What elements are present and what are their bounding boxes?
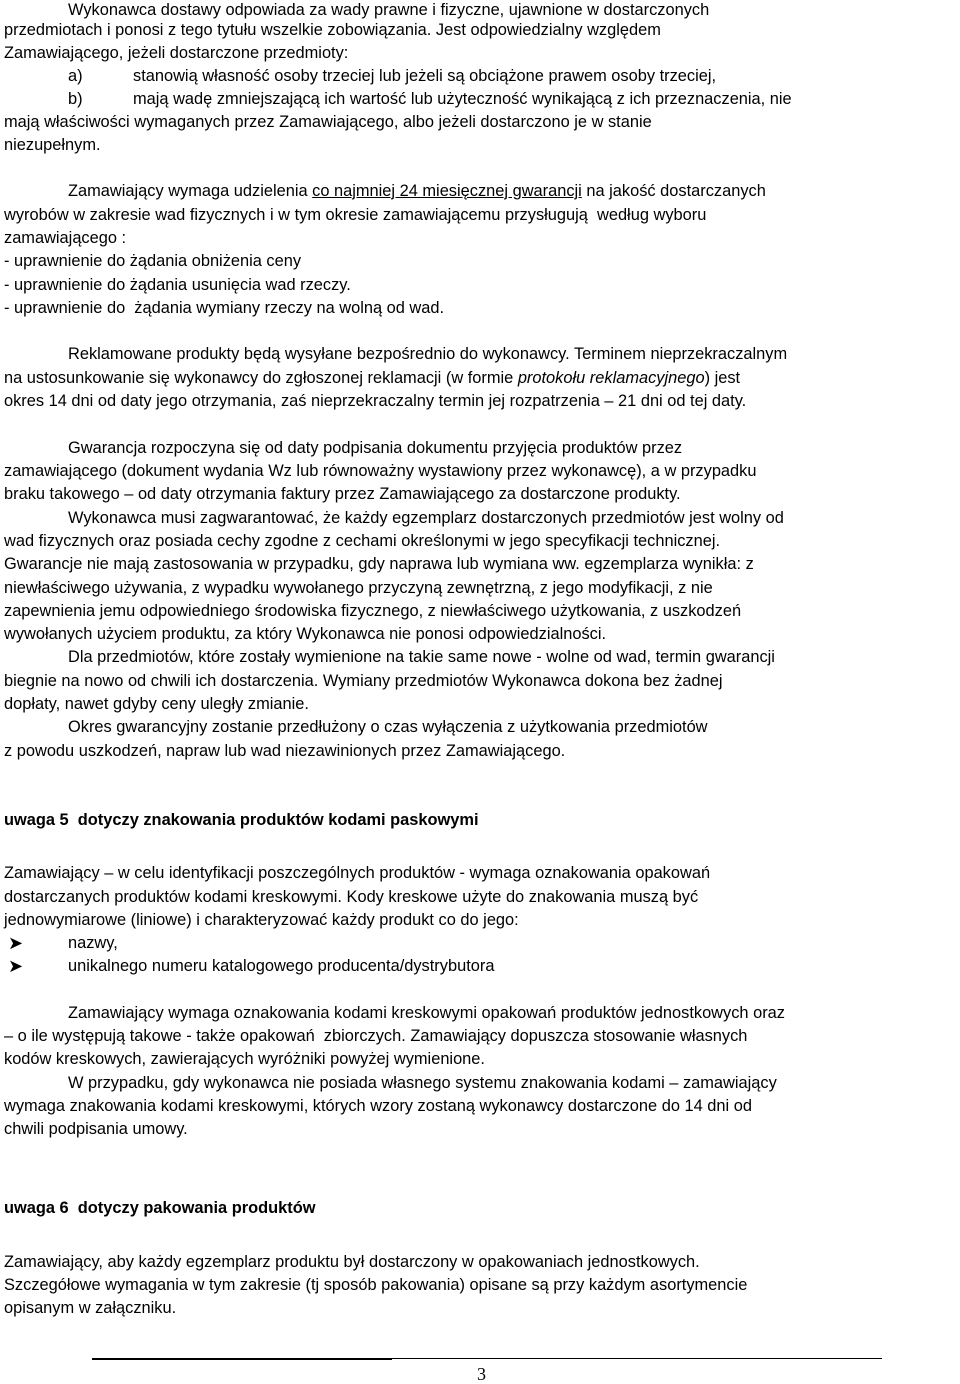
p4-line: Gwarancja rozpoczyna się od daty podpisania dokumentu przyjęcia produktów przez	[68, 439, 683, 457]
p2-line: - uprawnienie do żądania usunięcia wad rzeczy.	[4, 276, 351, 294]
p1-line: Wykonawca dostawy odpowiada za wady prawne i fizyczne, ujawnione w dostarczonych	[68, 1, 710, 19]
arrow-bullet-icon: ➤	[8, 956, 24, 976]
section-heading-6: uwaga 6 dotyczy pakowania produktów	[4, 1199, 316, 1217]
p4-line: Okres gwarancyjny zostanie przedłużony o czas wyłączenia z użytkowania przedmiotów	[68, 718, 708, 736]
p1-line: Zamawiającego, jeżeli dostarczone przedmioty:	[4, 44, 349, 62]
p2-text: Zamawiający wymaga udzielenia	[68, 182, 313, 200]
p4-line: zamawiającego (dokument wydania Wz lub równoważny wystawiony przez wykonawcę), a w przypadku	[4, 462, 757, 480]
p2-line: - uprawnienie do żądania wymiany rzeczy na wolną od wad.	[4, 299, 445, 317]
p4-line: wywołanych użyciem produktu, za który Wykonawca nie ponosi odpowiedzialności.	[4, 625, 607, 643]
p2-line: wyrobów w zakresie wad fizycznych i w tym okresie zamawiającemu przysługują według wyboru	[4, 206, 707, 224]
p7-line: opisanym w załączniku.	[4, 1299, 177, 1317]
arrow-bullet-icon: ➤	[8, 933, 24, 953]
bullet-item: unikalnego numeru katalogowego producenta/dystrybutora	[68, 957, 495, 975]
p1-line: przedmiotach i ponosi z tego tytułu wszelkie zobowiązania. Jest odpowiedzialny względem	[4, 21, 661, 39]
warranty-period-underlined: co najmniej 24 miesięcznej gwarancji	[312, 182, 582, 200]
p4-line: Dla przedmiotów, które zostały wymienione na takie same nowe - wolne od wad, termin gwarancji	[68, 648, 775, 666]
p6-line: W przypadku, gdy wykonawca nie posiada własnego systemu znakowania kodami – zamawiający	[68, 1074, 777, 1092]
list-item-a: stanowią własność osoby trzeciej lub jeżeli są obciążone prawem osoby trzeciej,	[133, 67, 717, 85]
p7-line: Zamawiający, aby każdy egzemplarz produktu był dostarczony w opakowaniach jednostkowych.	[4, 1253, 700, 1271]
list-label-b: b)	[68, 90, 83, 108]
p5-line: Zamawiający – w celu identyfikacji poszczególnych produktów - wymaga oznakowania opakowań	[4, 864, 711, 882]
p3-line	[4, 368, 740, 388]
p2-line: - uprawnienie do żądania obniżenia ceny	[4, 252, 302, 270]
p5-line: dostarczanych produktów kodami kreskowymi. Kody kreskowe użyte do znakowania muszą być	[4, 888, 699, 906]
p4-line: dopłaty, nawet gdyby ceny uległy zmianie.	[4, 695, 309, 713]
p1-line: niezupełnym.	[4, 136, 101, 154]
p6-line: wymaga znakowania kodami kreskowymi, których wzory zostaną wykonawcy dostarczone do 14 dni od	[4, 1097, 752, 1115]
list-label-a: a)	[68, 67, 83, 85]
p3-text: na ustosunkowanie się wykonawcy do zgłoszonej reklamacji (w formie	[4, 369, 518, 387]
p3-text: ) jest	[704, 369, 741, 387]
p6-line: kodów kreskowych, zawierających wyróżniki powyżej wymienione.	[4, 1050, 485, 1068]
p4-line: niewłaściwego używania, z wypadku wywołanego przyczyną zewnętrzną, z jego modyfikacji, z nie	[4, 579, 713, 597]
p1-line: mają właściwości wymaganych przez Zamawiającego, albo jeżeli dostarczono je w stanie	[4, 113, 652, 131]
p2-line: zamawiającego :	[4, 229, 127, 247]
p3-line: Reklamowane produkty będą wysyłane bezpośrednio do wykonawcy. Terminem nieprzekraczalnym	[68, 345, 788, 363]
p6-line: – o ile występują takowe - także opakowań zbiorczych. Zamawiający dopuszcza stosowanie własnych	[4, 1027, 748, 1045]
footer-divider-thick	[92, 1358, 392, 1360]
p4-line: zapewnienia jemu odpowiedniego środowiska fizycznego, z niewłaściwego użytkowania, z uszkodzeń	[4, 602, 742, 620]
p4-line: wad fizycznych oraz posiada cechy zgodne z cechami określonymi w jego specyfikacji technicznej.	[4, 532, 721, 550]
bullet-item: nazwy,	[68, 934, 118, 952]
page-number: 3	[477, 1364, 486, 1384]
p2-line	[68, 181, 766, 201]
p6-line: Zamawiający wymaga oznakowania kodami kreskowymi opakowań produktów jednostkowych oraz	[68, 1004, 785, 1022]
p7-line: Szczegółowe wymagania w tym zakresie (tj sposób pakowania) opisane są przy każdym asortymencie	[4, 1276, 748, 1294]
p2-text: na jakość dostarczanych	[581, 182, 766, 200]
section-heading-5: uwaga 5 dotyczy znakowania produktów kodami paskowymi	[4, 811, 479, 829]
p6-line: chwili podpisania umowy.	[4, 1120, 188, 1138]
p5-line: jednowymiarowe (liniowe) i charakteryzować każdy produkt co do jego:	[4, 911, 519, 929]
p4-line: braku takowego – od daty otrzymania faktury przez Zamawiającego za dostarczone produkty.	[4, 485, 681, 503]
p4-line: Gwarancje nie mają zastosowania w przypadku, gdy naprawa lub wymiana ww. egzemplarza wynikła: z	[4, 555, 754, 573]
p4-line: biegnie na nowo od chwili ich dostarczenia. Wymiany przedmiotów Wykonawca dokona bez żadnej	[4, 672, 723, 690]
protocol-italic: protokołu reklamacyjnego	[517, 369, 705, 387]
list-item-b: mają wadę zmniejszającą ich wartość lub użyteczność wynikającą z ich przeznaczenia, nie	[133, 90, 792, 108]
p4-line: z powodu uszkodzeń, napraw lub wad niezawinionych przez Zamawiającego.	[4, 742, 566, 760]
p4-line: Wykonawca musi zagwarantować, że każdy egzemplarz dostarczonych przedmiotów jest wolny od	[68, 509, 784, 527]
p3-line: okres 14 dni od daty jego otrzymania, zaś nieprzekraczalny termin jej rozpatrzenia – 21 dni od tej daty.	[4, 392, 747, 410]
